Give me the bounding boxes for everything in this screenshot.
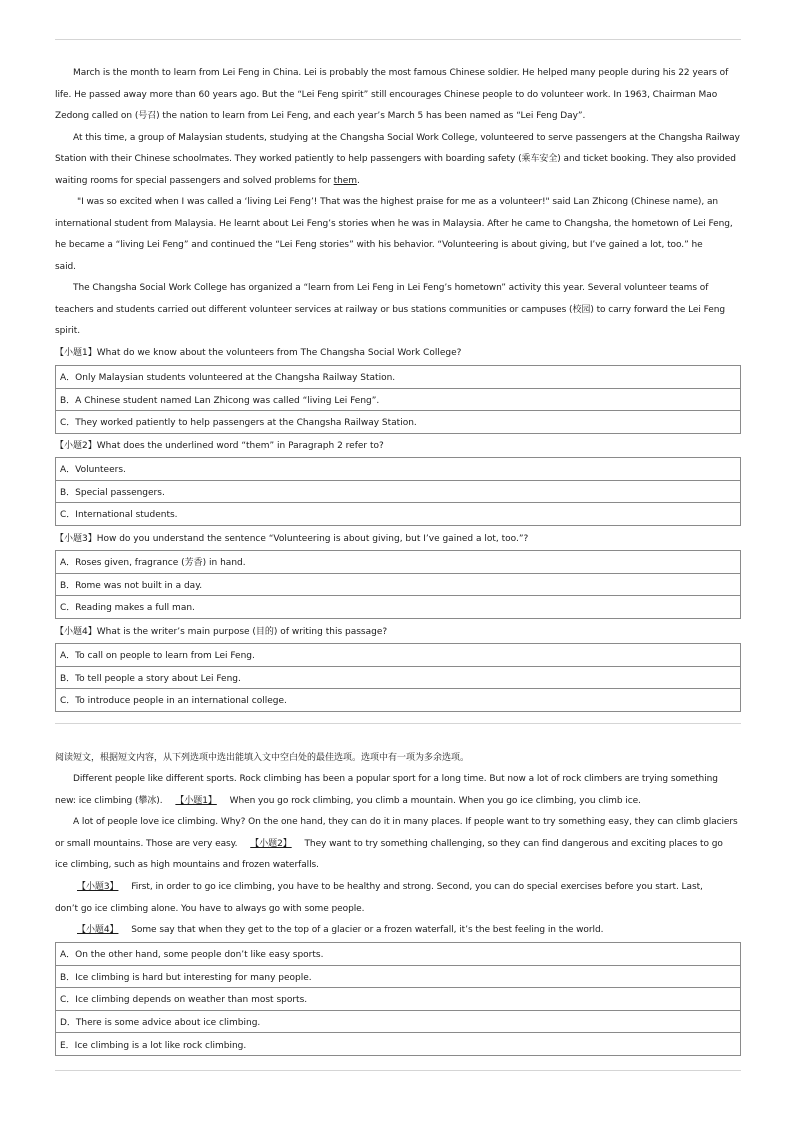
passage1-paragraph-4 [55,278,745,343]
bottom-divider [55,1070,741,1071]
option-e[interactable]: E．Ice climbing is a lot like rock climbing. [56,1033,741,1056]
text-line: "I was so excited when I was called a ‘living Lei Feng’! That was the highest praise for me as a volunteer!" said Lan Zhicong (Chinese name), an [77,197,719,207]
question-2-options [55,457,741,526]
text-fragment: or small mountains. Those are very easy. [55,838,241,849]
passage1-paragraph-2 [55,128,745,193]
text-line [55,877,745,899]
text-fragment: Some say that when they get to the top of a glacier or a frozen waterfall, it’s the best feeling in the world. [128,925,604,935]
text-line: A lot of people love ice climbing. Why? On the one hand, they can do it in many places. If people want to try something easy, they can climb glaciers [73,817,738,827]
question-2-stem: 【小题2】What does the underlined word “them” in Paragraph 2 refer to? [55,441,384,451]
text-line: March is the month to learn from Lei Feng in China. Lei is probably the most famous Chinese soldier. He helped many people during his 22 years of [73,68,729,78]
option-b[interactable]: B．Rome was not built in a day. [56,573,741,596]
text-line: ice climbing, such as high mountains and frozen waterfalls. [55,860,319,870]
text-line: At this time, a group of Malaysian students, studying at the Changsha Social Work College, volunteered to serve passengers at the Changsha Railway [73,132,740,143]
blank-1[interactable]: 【小题1】 [175,795,217,806]
option-d[interactable]: D．There is some advice about ice climbing. [56,1010,741,1033]
text-line: don’t go ice climbing alone. You have to always go with some people. [55,903,365,914]
option-b[interactable]: B．Special passengers. [56,480,741,503]
option-b[interactable]: B．Ice climbing is hard but interesting for many people. [56,965,741,988]
text-fragment: They want to try something challenging, so they can find dangerous and exciting places to go [301,838,723,849]
option-a[interactable]: A．On the other hand, some people don’t like easy sports. [56,943,741,966]
option-c[interactable]: C．They worked patiently to help passengers at the Changsha Railway Station. [56,411,741,434]
text-line: international student from Malaysia. He learnt about Lei Feng’s stories when he was in Malaysia. After he came to Changsha, the hometown of Lei Feng, [55,218,733,229]
option-b[interactable]: B．A Chinese student named Lan Zhicong was called “living Lei Feng”. [56,388,741,411]
passage1-paragraph-3 [55,192,745,278]
text-fragment: new: ice climbing (攀冰). [55,795,166,806]
section-divider [55,723,741,724]
text-fragment: First, in order to go ice climbing, you have to be healthy and strong. Second, you can do special exercises before you start. Last, [128,882,703,892]
option-a[interactable]: A．Roses given, fragrance (芳香) in hand. [56,551,741,574]
passage2-paragraph-2 [55,812,745,877]
option-c[interactable]: C．To introduce people in an international college. [56,689,741,712]
text-line: teachers and students carried out different volunteer services at railway or bus stations communities or campuses (校园) to carry forward the Lei Feng [55,304,726,315]
underlined-word-them: them [333,175,357,186]
blank-4[interactable]: 【小题4】 [77,925,119,935]
question-1-stem: 【小题1】What do we know about the volunteers from The Changsha Social Work College? [55,348,462,358]
text-fragment: waiting rooms for special passengers and solved problems for [55,175,334,186]
text-line [55,791,745,813]
text-line: said. [55,261,76,272]
passage2-paragraph-4 [55,920,745,942]
text-line [55,171,745,193]
question-4-options [55,643,741,712]
passage2-paragraph-3 [55,877,745,920]
text-line: life. He passed away more than 60 years ago. But the “Lei Feng spirit” still encourages Chinese people to do volunteer work. In 1963, Chairman Mao [55,89,718,100]
text-fragment: . [356,175,360,186]
option-c[interactable]: C．Reading makes a full man. [56,596,741,619]
question-3-options [55,550,741,619]
passage1-paragraph-1 [55,63,745,128]
text-line [55,834,745,856]
question-1-options [55,365,741,434]
text-line: Station with their Chinese schoolmates. They worked patiently to help passengers with boarding safety (乘车安全) and ticket booking. They also provided [55,154,736,164]
blank-2[interactable]: 【小题2】 [250,838,292,849]
option-c[interactable]: C．Ice climbing depends on weather than most sports. [56,988,741,1011]
top-divider [55,39,741,40]
option-a[interactable]: A．Only Malaysian students volunteered at the Changsha Railway Station. [56,366,741,389]
question-3-stem: 【小题3】How do you understand the sentence “Volunteering is about giving, but I’ve gained a lot, too.”? [55,534,529,544]
text-line [55,920,745,942]
text-line: The Changsha Social Work College has organized a “learn from Lei Feng in Lei Feng’s hometown” activity this year. Several volunteer teams of [73,283,709,293]
text-line: Zedong called on (号召) the nation to learn from Lei Feng, and each year’s March 5 has been named as “Lei Feng Day”. [55,111,586,121]
passage2-instruction: 阅读短文，根据短文内容，从下列选项中选出能填入文中空白处的最佳选项。选项中有一项为多余选项。 [55,753,470,763]
option-c[interactable]: C．International students. [56,503,741,526]
passage2-options [55,942,741,1056]
text-fragment: When you go rock climbing, you climb a mountain. When you go ice climbing, you climb ice. [226,795,641,806]
blank-3[interactable]: 【小题3】 [77,882,119,892]
option-b[interactable]: B．To tell people a story about Lei Feng. [56,666,741,689]
text-line: Different people like different sports. Rock climbing has been a popular sport for a long time. But now a lot of rock climbers are trying something [73,774,718,784]
passage2-paragraph-1 [55,769,745,812]
text-line: spirit. [55,326,81,336]
text-line: he became a “living Lei Feng” and continued the “Lei Feng stories” with his behavior. “Volunteering is about giving, but I’ve gained a lot, too.” he [55,240,703,250]
option-a[interactable]: A．To call on people to learn from Lei Feng. [56,644,741,667]
option-a[interactable]: A．Volunteers. [56,458,741,481]
question-4-stem: 【小题4】What is the writer’s main purpose (目的) of writing this passage? [55,627,388,637]
